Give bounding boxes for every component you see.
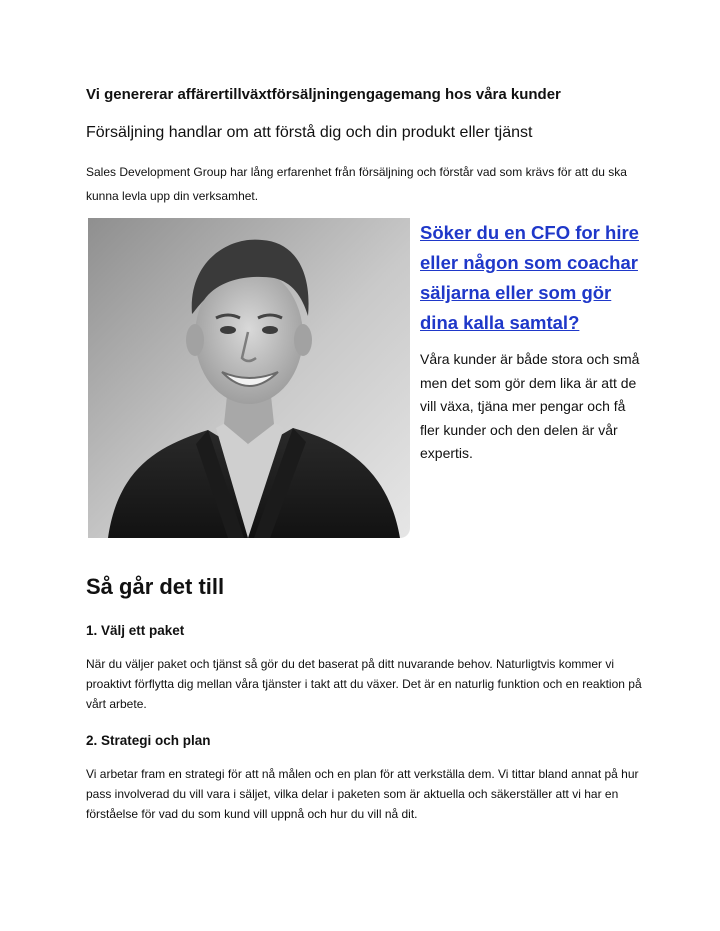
process-title: Så går det till xyxy=(86,574,225,599)
step-2-paragraph: Vi arbetar fram en strategi för att nå målen och en plan för att verkställa dem. Vi tittar bland annat på hur pass involverad du vill vara i säljet, vilka delar i paketen som är aktuella och säkerställer att vi har en förståelse för vad du som kund vill uppnå och hur du vill nå dit. xyxy=(86,767,639,821)
intro-paragraph: Sales Development Group har lång erfarenhet från försäljning och förstår vad som krävs för att du ska kunna levla upp din verksamhet. xyxy=(86,165,627,203)
cfo-for-hire-link[interactable]: Söker du en CFO for hire eller någon som coachar säljarna eller som gör dina kalla samtal? xyxy=(420,222,639,333)
portrait-photo xyxy=(88,218,410,538)
step-1-paragraph: När du väljer paket och tjänst så gör du det baserat på ditt nuvarande behov. Naturligtvis kommer vi proaktivt förflytta dig mellan våra tjänster i takt att du växer. Det är en naturlig funktion och en reaktion på vårt arbete. xyxy=(86,657,642,711)
page-subheading: Försäljning handlar om att förstå dig och din produkt eller tjänst xyxy=(86,124,533,141)
page-heading: Vi genererar affärertillväxtförsäljningengagemang hos våra kunder xyxy=(86,86,561,103)
step-2-title: 2. Strategi och plan xyxy=(86,733,211,748)
feature-paragraph: Våra kunder är både stora och små men det som gör dem lika är att de vill växa, tjäna mer pengar och få fler kunder och den delen är vår expertis. xyxy=(420,351,640,461)
step-1-title: 1. Välj ett paket xyxy=(86,623,185,638)
